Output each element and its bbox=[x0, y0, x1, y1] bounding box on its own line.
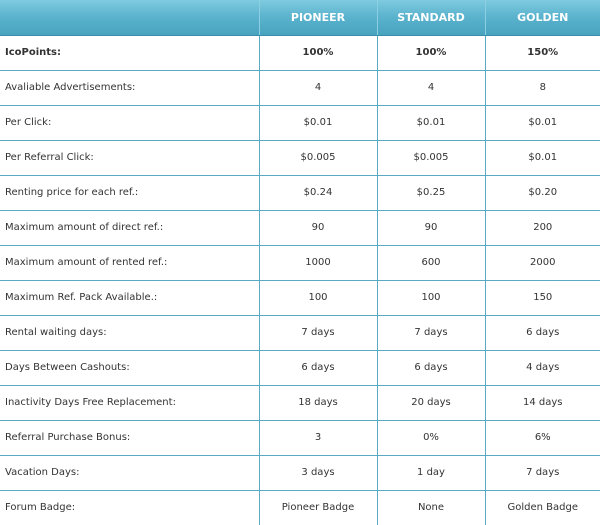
cell-standard: 20 days bbox=[377, 385, 485, 420]
table-row bbox=[0, 385, 600, 420]
row-label: Rental waiting days: bbox=[0, 315, 259, 350]
cell-pioneer: 7 days bbox=[259, 315, 377, 350]
row-label: Per Click: bbox=[0, 105, 259, 140]
cell-standard: 0% bbox=[377, 420, 485, 455]
cell-golden: $0.01 bbox=[485, 105, 600, 140]
cell-standard: 600 bbox=[377, 245, 485, 280]
cell-golden: 4 days bbox=[485, 350, 600, 385]
cell-golden: 14 days bbox=[485, 385, 600, 420]
table-row bbox=[0, 490, 600, 525]
table-row bbox=[0, 315, 600, 350]
cell-golden: 200 bbox=[485, 210, 600, 245]
row-label: Per Referral Click: bbox=[0, 140, 259, 175]
cell-standard: None bbox=[377, 490, 485, 525]
cell-pioneer: $0.01 bbox=[259, 105, 377, 140]
cell-standard: $0.005 bbox=[377, 140, 485, 175]
table-row bbox=[0, 210, 600, 245]
row-label: Inactivity Days Free Replacement: bbox=[0, 385, 259, 420]
cell-standard: 90 bbox=[377, 210, 485, 245]
cell-golden: 8 bbox=[485, 70, 600, 105]
table-row bbox=[0, 245, 600, 280]
row-label: Maximum Ref. Pack Available.: bbox=[0, 280, 259, 315]
cell-standard: 100% bbox=[377, 35, 485, 70]
cell-pioneer: 6 days bbox=[259, 350, 377, 385]
cell-pioneer: 1000 bbox=[259, 245, 377, 280]
cell-standard: $0.01 bbox=[377, 105, 485, 140]
cell-golden: 6% bbox=[485, 420, 600, 455]
table-row bbox=[0, 70, 600, 105]
row-label: Renting price for each ref.: bbox=[0, 175, 259, 210]
cell-standard: 1 day bbox=[377, 455, 485, 490]
table-row bbox=[0, 420, 600, 455]
cell-pioneer: 100 bbox=[259, 280, 377, 315]
header-golden: GOLDEN bbox=[485, 0, 600, 35]
row-label: Forum Badge: bbox=[0, 490, 259, 525]
table-row bbox=[0, 105, 600, 140]
row-label: Vacation Days: bbox=[0, 455, 259, 490]
cell-pioneer: $0.005 bbox=[259, 140, 377, 175]
cell-standard: 100 bbox=[377, 280, 485, 315]
cell-standard: $0.25 bbox=[377, 175, 485, 210]
cell-pioneer: 4 bbox=[259, 70, 377, 105]
table-row bbox=[0, 350, 600, 385]
cell-pioneer: 18 days bbox=[259, 385, 377, 420]
cell-golden: $0.20 bbox=[485, 175, 600, 210]
cell-pioneer: 90 bbox=[259, 210, 377, 245]
cell-golden: 7 days bbox=[485, 455, 600, 490]
row-label: Referral Purchase Bonus: bbox=[0, 420, 259, 455]
header-empty-cell bbox=[0, 0, 259, 35]
table-row bbox=[0, 280, 600, 315]
cell-golden: $0.01 bbox=[485, 140, 600, 175]
table-row bbox=[0, 455, 600, 490]
cell-pioneer: 100% bbox=[259, 35, 377, 70]
row-label: IcoPoints: bbox=[0, 35, 259, 70]
cell-standard: 6 days bbox=[377, 350, 485, 385]
cell-pioneer: Pioneer Badge bbox=[259, 490, 377, 525]
cell-pioneer: 3 bbox=[259, 420, 377, 455]
table-row bbox=[0, 35, 600, 70]
cell-golden: 2000 bbox=[485, 245, 600, 280]
cell-standard: 7 days bbox=[377, 315, 485, 350]
table-header-row bbox=[0, 0, 600, 35]
table-row bbox=[0, 140, 600, 175]
cell-golden: 150 bbox=[485, 280, 600, 315]
row-label: Avaliable Advertisements: bbox=[0, 70, 259, 105]
cell-golden: Golden Badge bbox=[485, 490, 600, 525]
cell-golden: 6 days bbox=[485, 315, 600, 350]
row-label: Maximum amount of direct ref.: bbox=[0, 210, 259, 245]
table-row bbox=[0, 175, 600, 210]
cell-pioneer: 3 days bbox=[259, 455, 377, 490]
row-label: Maximum amount of rented ref.: bbox=[0, 245, 259, 280]
cell-golden: 150% bbox=[485, 35, 600, 70]
cell-pioneer: $0.24 bbox=[259, 175, 377, 210]
header-standard: STANDARD bbox=[377, 0, 485, 35]
header-pioneer: PIONEER bbox=[259, 0, 377, 35]
row-label: Days Between Cashouts: bbox=[0, 350, 259, 385]
cell-standard: 4 bbox=[377, 70, 485, 105]
